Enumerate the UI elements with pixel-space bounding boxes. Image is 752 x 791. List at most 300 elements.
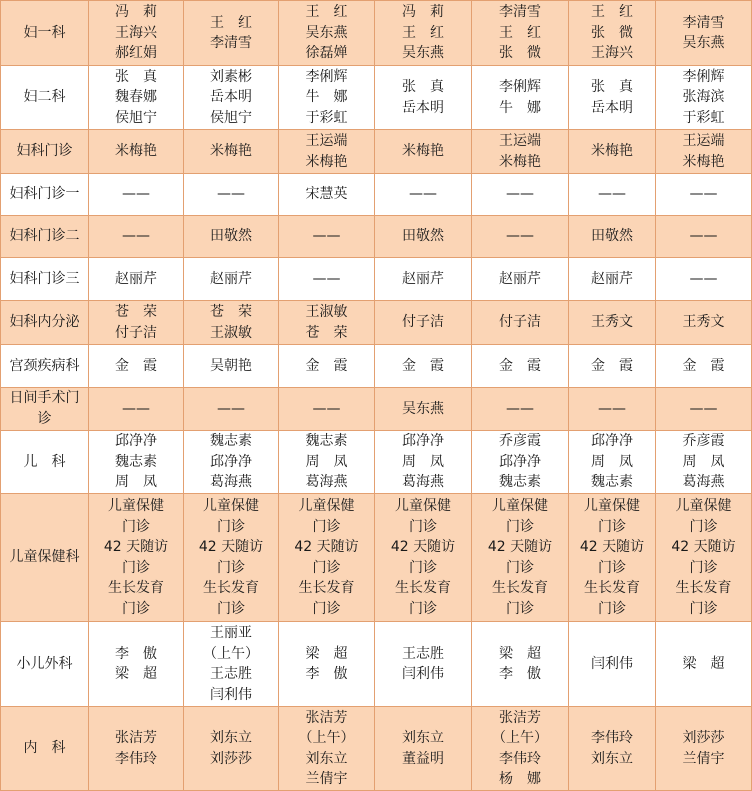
doctor-name: 兰倩宇 bbox=[305, 771, 348, 787]
doctor-cell bbox=[279, 174, 375, 216]
doctor-name: 门诊 bbox=[312, 518, 341, 535]
doctor-name: 儿童保健 bbox=[203, 498, 259, 514]
doctor-name: 吴东燕 bbox=[402, 400, 444, 417]
doctor-cell bbox=[89, 301, 184, 345]
doctor-cell bbox=[89, 388, 184, 431]
doctor-name: 苍 荣 bbox=[210, 304, 252, 320]
doctor-name: 金 霞 bbox=[591, 357, 633, 374]
doctor-cell bbox=[89, 494, 184, 622]
doctor-name: 米梅艳 bbox=[210, 143, 252, 160]
doctor-cell bbox=[375, 130, 472, 174]
doctor-name: 张 微 bbox=[499, 45, 541, 62]
doctor-name: 李 傲 bbox=[305, 666, 348, 682]
doctor-name: 门诊 bbox=[217, 518, 245, 535]
doctor-name: —— bbox=[689, 186, 718, 203]
doctor-name: 田敬然 bbox=[210, 228, 252, 245]
doctor-name: 门诊 bbox=[506, 518, 534, 535]
doctor-cell bbox=[375, 431, 472, 494]
doctor-cell bbox=[472, 431, 569, 494]
doctor-name: —— bbox=[409, 186, 437, 203]
doctor-name: 刘莎莎 bbox=[682, 730, 725, 746]
doctor-cell bbox=[89, 66, 184, 130]
doctor-name: 儿童保健 bbox=[108, 498, 164, 514]
doctor-name: 周 凤 bbox=[305, 453, 348, 470]
doctor-name: 冯 莉 bbox=[115, 4, 157, 21]
doctor-name: 儿童保健 bbox=[492, 498, 548, 514]
doctor-name: 42 天随访 bbox=[103, 539, 169, 555]
doctor-cell bbox=[656, 1, 752, 66]
doctor-name: —— bbox=[506, 400, 534, 417]
doctor-cell bbox=[569, 1, 656, 66]
doctor-name: —— bbox=[506, 186, 534, 203]
doctor-name: 徐磊婵 bbox=[305, 45, 348, 62]
doctor-cell bbox=[184, 216, 279, 258]
doctor-name: —— bbox=[689, 270, 718, 287]
doctor-cell bbox=[89, 216, 184, 258]
department-cell: 儿童保健科 bbox=[1, 494, 89, 622]
doctor-name: 米梅艳 bbox=[115, 143, 157, 160]
doctor-cell bbox=[656, 622, 752, 707]
doctor-cell bbox=[569, 431, 656, 494]
doctor-name: 米梅艳 bbox=[305, 153, 348, 170]
doctor-name: 王 红 bbox=[402, 24, 444, 41]
doctor-cell bbox=[184, 494, 279, 622]
doctor-name: 门诊 bbox=[122, 600, 150, 617]
doctor-cell bbox=[89, 431, 184, 494]
doctor-name: 门诊 bbox=[506, 600, 534, 617]
doctor-name: 门诊 bbox=[409, 600, 437, 617]
doctor-cell bbox=[279, 66, 375, 130]
doctor-name: 刘东立 bbox=[305, 750, 348, 767]
doctor-name: 生长发育 bbox=[108, 580, 164, 596]
doctor-cell bbox=[472, 707, 569, 791]
table-row bbox=[1, 345, 752, 388]
doctor-name: 王淑敏 bbox=[210, 324, 252, 341]
doctor-name: 李伟玲 bbox=[591, 730, 633, 746]
doctor-cell bbox=[279, 707, 375, 791]
doctor-name: 王秀文 bbox=[591, 314, 633, 331]
table-row bbox=[1, 707, 752, 791]
doctor-name: 张洁芳 bbox=[115, 730, 157, 746]
doctor-name: 苍 荣 bbox=[115, 304, 157, 320]
doctor-name: 门诊 bbox=[312, 600, 341, 617]
doctor-name: 儿童保健 bbox=[395, 498, 451, 514]
doctor-name: 魏志素 bbox=[499, 474, 541, 491]
doctor-cell bbox=[656, 130, 752, 174]
doctor-name: 岳本明 bbox=[591, 99, 633, 116]
department-cell: 妇一科 bbox=[1, 1, 89, 66]
department-cell: 内 科 bbox=[1, 707, 89, 791]
table-row bbox=[1, 216, 752, 258]
doctor-cell bbox=[656, 301, 752, 345]
doctor-name: —— bbox=[598, 400, 626, 417]
doctor-name: 于彩虹 bbox=[305, 109, 348, 126]
doctor-name: 42 天随访 bbox=[390, 539, 456, 555]
doctor-name: 门诊 bbox=[217, 559, 245, 576]
doctor-name: 王 红 bbox=[305, 4, 348, 21]
doctor-name: 魏志素 bbox=[210, 433, 252, 450]
doctor-cell bbox=[569, 66, 656, 130]
doctor-name: 42 天随访 bbox=[671, 539, 736, 555]
doctor-name: —— bbox=[217, 186, 245, 203]
doctor-name: 米梅艳 bbox=[591, 143, 633, 160]
department-cell: 妇科内分泌 bbox=[1, 301, 89, 345]
doctor-cell bbox=[569, 216, 656, 258]
table-row bbox=[1, 494, 752, 622]
doctor-name: 门诊 bbox=[689, 518, 718, 535]
doctor-cell bbox=[184, 1, 279, 66]
doctor-name: 42 天随访 bbox=[198, 539, 264, 555]
doctor-name: 王运端 bbox=[499, 133, 541, 149]
department-cell: 妇科门诊 bbox=[1, 130, 89, 174]
doctor-cell bbox=[184, 622, 279, 707]
doctor-name: 梁 超 bbox=[305, 645, 348, 662]
doctor-cell bbox=[89, 1, 184, 66]
doctor-name: 王 红 bbox=[591, 4, 633, 21]
doctor-name: —— bbox=[122, 400, 150, 417]
doctor-cell bbox=[279, 431, 375, 494]
doctor-cell bbox=[472, 66, 569, 130]
doctor-name: 葛海燕 bbox=[210, 474, 252, 491]
doctor-name: 王 红 bbox=[210, 14, 252, 31]
doctor-cell bbox=[375, 216, 472, 258]
table-row bbox=[1, 388, 752, 431]
doctor-name: 刘东立 bbox=[591, 750, 633, 767]
doctor-name: 刘东立 bbox=[210, 730, 252, 746]
doctor-cell bbox=[375, 707, 472, 791]
doctor-name: 王运端 bbox=[305, 133, 348, 149]
doctor-cell bbox=[279, 258, 375, 301]
doctor-name: 王海兴 bbox=[115, 24, 157, 41]
doctor-name: 付子洁 bbox=[115, 324, 157, 341]
doctor-cell bbox=[656, 66, 752, 130]
doctor-name: 付子洁 bbox=[402, 314, 444, 331]
doctor-name: 门诊 bbox=[409, 518, 437, 535]
department-cell: 妇二科 bbox=[1, 66, 89, 130]
doctor-cell bbox=[375, 66, 472, 130]
doctor-cell bbox=[656, 388, 752, 431]
doctor-name: 魏志素 bbox=[305, 433, 348, 450]
doctor-name: —— bbox=[689, 400, 718, 417]
doctor-name: 苍 荣 bbox=[305, 324, 348, 341]
doctor-cell bbox=[279, 301, 375, 345]
doctor-name: 张海滨 bbox=[682, 89, 725, 106]
doctor-name: 宋慧英 bbox=[305, 186, 348, 203]
doctor-name: 门诊 bbox=[598, 518, 626, 535]
doctor-cell bbox=[472, 301, 569, 345]
doctor-name: 王运端 bbox=[682, 133, 725, 149]
doctor-cell bbox=[89, 174, 184, 216]
doctor-cell bbox=[184, 431, 279, 494]
doctor-name: （上午） bbox=[298, 730, 355, 746]
doctor-name: 闫利伟 bbox=[210, 686, 252, 703]
doctor-cell bbox=[279, 130, 375, 174]
doctor-name: 米梅艳 bbox=[682, 153, 725, 170]
doctor-name: 门诊 bbox=[312, 559, 341, 576]
table-row bbox=[1, 1, 752, 66]
doctor-name: 儿童保健 bbox=[584, 498, 640, 514]
doctor-name: 42 天随访 bbox=[487, 539, 553, 555]
doctor-cell bbox=[569, 258, 656, 301]
doctor-cell bbox=[569, 707, 656, 791]
doctor-name: 生长发育 bbox=[395, 580, 451, 596]
doctor-name: 赵丽芹 bbox=[210, 270, 252, 287]
doctor-cell bbox=[279, 622, 375, 707]
doctor-name: 于彩虹 bbox=[682, 109, 725, 126]
doctor-cell bbox=[375, 258, 472, 301]
doctor-cell bbox=[472, 388, 569, 431]
doctor-name: （上午） bbox=[492, 730, 548, 746]
doctor-name: 邱净净 bbox=[402, 433, 444, 450]
doctor-cell bbox=[472, 1, 569, 66]
department-cell: 小儿外科 bbox=[1, 622, 89, 707]
doctor-name: 张 真 bbox=[115, 68, 157, 85]
doctor-name: 李清雪 bbox=[210, 35, 252, 51]
doctor-name: 赵丽芹 bbox=[115, 270, 157, 287]
doctor-cell bbox=[472, 258, 569, 301]
doctor-name: （上午） bbox=[203, 645, 259, 662]
doctor-cell bbox=[184, 388, 279, 431]
doctor-name: 王 红 bbox=[499, 24, 541, 41]
doctor-name: 王秀文 bbox=[682, 314, 725, 331]
department-cell: 妇科门诊一 bbox=[1, 174, 89, 216]
doctor-name: 王海兴 bbox=[591, 45, 633, 62]
doctor-cell bbox=[569, 301, 656, 345]
doctor-name: 邱净净 bbox=[591, 433, 633, 450]
doctor-name: 梁 超 bbox=[499, 645, 541, 662]
doctor-name: 乔彦霞 bbox=[499, 433, 541, 450]
table-row bbox=[1, 258, 752, 301]
doctor-name: 金 霞 bbox=[499, 357, 541, 374]
doctor-name: 邱净净 bbox=[210, 453, 252, 470]
doctor-cell bbox=[184, 707, 279, 791]
doctor-cell bbox=[89, 130, 184, 174]
doctor-cell bbox=[472, 130, 569, 174]
doctor-name: 金 霞 bbox=[305, 357, 348, 374]
doctor-cell bbox=[472, 345, 569, 388]
doctor-name: 金 霞 bbox=[115, 357, 157, 374]
doctor-cell bbox=[569, 174, 656, 216]
doctor-name: 吴东燕 bbox=[305, 24, 348, 41]
doctor-cell bbox=[472, 622, 569, 707]
doctor-name: —— bbox=[217, 400, 245, 417]
doctor-cell bbox=[89, 707, 184, 791]
table-row bbox=[1, 174, 752, 216]
doctor-name: 王丽亚 bbox=[210, 625, 252, 641]
doctor-name: 米梅艳 bbox=[402, 143, 444, 160]
doctor-cell bbox=[375, 388, 472, 431]
doctor-cell bbox=[279, 494, 375, 622]
doctor-cell bbox=[656, 258, 752, 301]
doctor-cell bbox=[89, 622, 184, 707]
doctor-cell bbox=[279, 388, 375, 431]
doctor-name: 门诊 bbox=[217, 600, 245, 617]
doctor-name: 葛海燕 bbox=[682, 474, 725, 491]
doctor-cell bbox=[569, 130, 656, 174]
doctor-name: 闫利伟 bbox=[591, 655, 633, 672]
doctor-cell bbox=[472, 494, 569, 622]
doctor-name: 周 凤 bbox=[591, 453, 633, 470]
doctor-name: 王志胜 bbox=[402, 645, 444, 662]
doctor-name: 赵丽芹 bbox=[499, 270, 541, 287]
doctor-name: 周 凤 bbox=[402, 453, 444, 470]
doctor-name: 门诊 bbox=[122, 559, 150, 576]
doctor-cell bbox=[375, 622, 472, 707]
department-cell: 儿 科 bbox=[1, 431, 89, 494]
doctor-cell bbox=[569, 388, 656, 431]
doctor-name: —— bbox=[598, 186, 626, 203]
doctor-cell bbox=[656, 431, 752, 494]
doctor-name: 葛海燕 bbox=[305, 474, 348, 491]
doctor-name: 邱净净 bbox=[115, 433, 157, 450]
doctor-cell bbox=[656, 345, 752, 388]
doctor-name: 刘莎莎 bbox=[210, 750, 252, 767]
doctor-name: 赵丽芹 bbox=[591, 270, 633, 287]
doctor-name: 吴东燕 bbox=[682, 35, 725, 51]
doctor-name: —— bbox=[122, 186, 150, 203]
doctor-name: 岳本明 bbox=[402, 99, 444, 116]
doctor-name: —— bbox=[506, 228, 534, 245]
department-cell: 日间手术门诊 bbox=[1, 388, 89, 431]
doctor-cell bbox=[656, 707, 752, 791]
doctor-name: 田敬然 bbox=[591, 228, 633, 245]
doctor-name: 李清雪 bbox=[499, 4, 541, 21]
doctor-name: 梁 超 bbox=[115, 666, 157, 682]
doctor-name: 张洁芳 bbox=[305, 709, 348, 726]
doctor-name: 周 凤 bbox=[682, 453, 725, 470]
doctor-cell bbox=[184, 345, 279, 388]
doctor-name: 生长发育 bbox=[675, 580, 732, 596]
doctor-cell bbox=[279, 1, 375, 66]
doctor-name: 魏志素 bbox=[115, 453, 157, 470]
doctor-name: 李俐辉 bbox=[305, 68, 348, 85]
doctor-cell bbox=[184, 130, 279, 174]
doctor-cell bbox=[656, 494, 752, 622]
doctor-name: 田敬然 bbox=[402, 228, 444, 245]
doctor-name: 赵丽芹 bbox=[402, 270, 444, 287]
table-row bbox=[1, 622, 752, 707]
doctor-name: 门诊 bbox=[409, 559, 437, 576]
doctor-name: 生长发育 bbox=[492, 580, 548, 596]
doctor-name: —— bbox=[689, 228, 718, 245]
table-row bbox=[1, 301, 752, 345]
table-row bbox=[1, 431, 752, 494]
doctor-name: 张 微 bbox=[591, 24, 633, 41]
doctor-cell bbox=[569, 494, 656, 622]
doctor-name: 生长发育 bbox=[298, 580, 355, 596]
doctor-cell bbox=[656, 174, 752, 216]
doctor-cell bbox=[375, 301, 472, 345]
doctor-name: 张 真 bbox=[402, 79, 444, 95]
doctor-name: 门诊 bbox=[506, 559, 534, 576]
doctor-name: 岳本明 bbox=[210, 89, 252, 106]
doctor-name: 生长发育 bbox=[584, 580, 640, 596]
doctor-name: 李俐辉 bbox=[682, 68, 725, 85]
doctor-name: 门诊 bbox=[689, 559, 718, 576]
schedule-body bbox=[1, 1, 752, 791]
doctor-cell bbox=[279, 345, 375, 388]
table-row bbox=[1, 66, 752, 130]
doctor-name: 刘素彬 bbox=[210, 68, 252, 85]
doctor-name: —— bbox=[312, 270, 341, 287]
doctor-name: 牛 娜 bbox=[305, 89, 348, 106]
department-cell: 妇科门诊二 bbox=[1, 216, 89, 258]
doctor-name: 周 凤 bbox=[115, 474, 157, 491]
doctor-name: 李伟玲 bbox=[499, 750, 541, 767]
doctor-cell bbox=[472, 216, 569, 258]
doctor-name: 董益明 bbox=[402, 750, 444, 767]
doctor-name: —— bbox=[122, 228, 150, 245]
doctor-name: —— bbox=[312, 400, 341, 417]
doctor-name: 门诊 bbox=[598, 559, 626, 576]
doctor-name: 李俐辉 bbox=[499, 79, 541, 95]
doctor-name: 张洁芳 bbox=[499, 709, 541, 726]
doctor-cell bbox=[375, 1, 472, 66]
doctor-name: 杨 娜 bbox=[499, 771, 541, 787]
doctor-name: 魏春娜 bbox=[115, 89, 157, 106]
doctor-cell bbox=[472, 174, 569, 216]
doctor-name: 冯 莉 bbox=[402, 4, 444, 21]
doctor-name: 米梅艳 bbox=[499, 153, 541, 170]
doctor-cell bbox=[569, 345, 656, 388]
doctor-name: 李 傲 bbox=[499, 666, 541, 682]
doctor-cell bbox=[279, 216, 375, 258]
department-cell: 宫颈疾病科 bbox=[1, 345, 89, 388]
doctor-name: 42 天随访 bbox=[579, 539, 645, 555]
doctor-name: 李清雪 bbox=[682, 14, 725, 31]
doctor-name: 侯旭宁 bbox=[210, 109, 252, 126]
doctor-name: 葛海燕 bbox=[402, 474, 444, 491]
doctor-cell bbox=[375, 345, 472, 388]
doctor-cell bbox=[184, 301, 279, 345]
doctor-name: 王淑敏 bbox=[305, 304, 348, 320]
doctor-name: 梁 超 bbox=[682, 655, 725, 672]
doctor-cell bbox=[89, 258, 184, 301]
doctor-name: 牛 娜 bbox=[499, 99, 541, 116]
doctor-name: 金 霞 bbox=[402, 357, 444, 374]
doctor-name: 吴朝艳 bbox=[210, 357, 252, 374]
doctor-name: —— bbox=[312, 228, 341, 245]
doctor-cell bbox=[89, 345, 184, 388]
doctor-name: 邱净净 bbox=[499, 453, 541, 470]
doctor-cell bbox=[375, 494, 472, 622]
doctor-name: 门诊 bbox=[122, 518, 150, 535]
doctor-cell bbox=[184, 174, 279, 216]
doctor-name: 金 霞 bbox=[682, 357, 725, 374]
doctor-name: 吴东燕 bbox=[402, 45, 444, 62]
doctor-name: 张 真 bbox=[591, 79, 633, 95]
doctor-name: 魏志素 bbox=[591, 474, 633, 491]
doctor-cell bbox=[569, 622, 656, 707]
department-cell: 妇科门诊三 bbox=[1, 258, 89, 301]
doctor-name: 乔彦霞 bbox=[682, 433, 725, 450]
doctor-name: 生长发育 bbox=[203, 580, 259, 596]
doctor-name: 儿童保健 bbox=[675, 498, 732, 514]
doctor-name: 李 傲 bbox=[115, 645, 157, 662]
doctor-cell bbox=[184, 258, 279, 301]
doctor-cell bbox=[184, 66, 279, 130]
doctor-name: 门诊 bbox=[689, 600, 718, 617]
doctor-name: 郝红娟 bbox=[115, 45, 157, 62]
doctor-cell bbox=[375, 174, 472, 216]
doctor-cell bbox=[656, 216, 752, 258]
doctor-name: 侯旭宁 bbox=[115, 109, 157, 126]
doctor-name: 刘东立 bbox=[402, 730, 444, 746]
doctor-name: 儿童保健 bbox=[298, 498, 355, 514]
doctor-name: 42 天随访 bbox=[294, 539, 359, 555]
table-row bbox=[1, 130, 752, 174]
doctor-name: 付子洁 bbox=[499, 314, 541, 331]
